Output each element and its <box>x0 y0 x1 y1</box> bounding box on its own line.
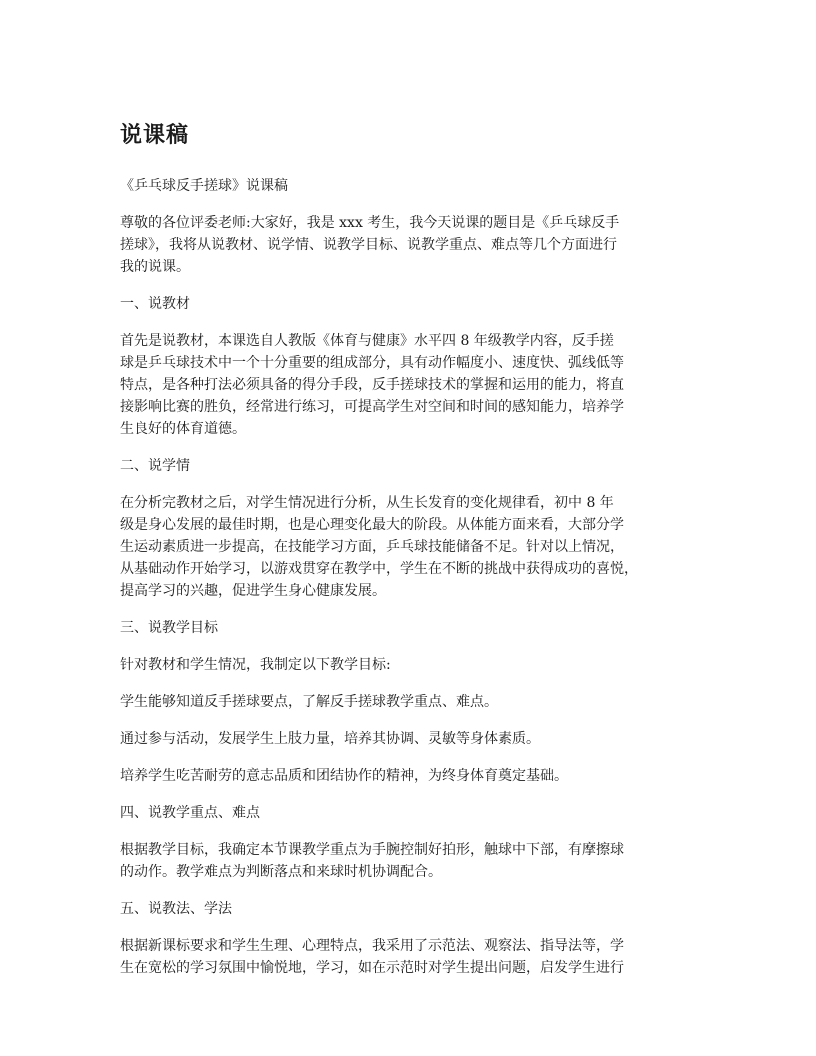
text-line: 三、说教学目标 <box>120 620 218 636</box>
text-line: 在分析完教材之后，对学生情况进行分析，从生长发育的变化规律看，初中 8 年 <box>120 495 614 511</box>
text-line: 尊敬的各位评委老师:大家好，我是 xxx 考生，我今天说课的题目是《乒乓球反手 <box>120 215 620 231</box>
text-line: 从基础动作开始学习，以游戏贯穿在教学中，学生在不断的挑战中获得成功的喜悦， <box>120 561 638 577</box>
paragraph <box>120 212 710 278</box>
text-line: 的动作。教学难点为判断落点和来球时机协调配合。 <box>120 864 442 880</box>
paragraph <box>120 728 710 750</box>
paragraph <box>120 492 710 602</box>
text-line: 四、说教学重点、难点 <box>120 805 260 821</box>
text-line: 学生能够知道反手搓球要点，了解反手搓球教学重点、难点。 <box>120 694 498 710</box>
text-line: 针对教材和学生情况，我制定以下教学目标: <box>120 657 391 673</box>
text-line: 特点，是各种打法必须具备的得分手段，反手搓球技术的掌握和运用的能力，将直 <box>120 377 624 393</box>
text-line: 生在宽松的学习氛围中愉悦地，学习，如在示范时对学生提出问题，启发学生进行 <box>120 960 624 976</box>
text-line: 提高学习的兴趣，促进学生身心健康发展。 <box>120 583 386 599</box>
text-line: 培养学生吃苦耐劳的意志品质和团结协作的精神，为终身体育奠定基础。 <box>120 768 568 784</box>
paragraph <box>120 802 710 824</box>
paragraph <box>120 765 710 787</box>
paragraph <box>120 175 710 197</box>
paragraph <box>120 935 710 979</box>
text-line: 接影响比赛的胜负，经常进行练习，可提高学生对空间和时间的感知能力，培养学 <box>120 399 624 415</box>
text-line: 通过参与活动，发展学生上肢力量，培养其协调、灵敏等身体素质。 <box>120 731 540 747</box>
paragraph <box>120 839 710 883</box>
document-title: 说课稿 <box>120 123 190 148</box>
text-line: 一、说教材 <box>120 296 190 312</box>
text-line: 根据教学目标，我确定本节课教学重点为手腕控制好拍形，触球中下部，有摩擦球 <box>120 842 624 858</box>
paragraph <box>120 293 710 315</box>
text-line: 根据新课标要求和学生生理、心理特点，我采用了示范法、观察法、指导法等，学 <box>120 938 624 954</box>
text-line: 生良好的体育道德。 <box>120 421 246 437</box>
text-line: 搓球》，我将从说教材、说学情、说教学目标、说教学重点、难点等几个方面进行 <box>120 237 617 253</box>
paragraph <box>120 654 710 676</box>
text-line: 球是乒乓球技术中一个十分重要的组成部分，具有动作幅度小、速度快、弧线低等 <box>120 355 624 371</box>
text-line: 《乒乓球反手搓球》说课稿 <box>120 178 288 194</box>
paragraph <box>120 617 710 639</box>
text-line: 二、说学情 <box>120 458 190 474</box>
text-line: 级是身心发展的最佳时期，也是心理变化最大的阶段。从体能方面来看，大部分学 <box>120 517 624 533</box>
paragraph <box>120 898 710 920</box>
text-line: 五、说教法、学法 <box>120 901 232 917</box>
paragraph <box>120 455 710 477</box>
text-line: 生运动素质进一步提高，在技能学习方面，乒乓球技能储备不足。针对以上情况， <box>120 539 624 555</box>
document-body <box>120 175 710 994</box>
text-line: 首先是说教材，本课选自人教版《体育与健康》水平四 8 年级教学内容，反手搓 <box>120 333 614 349</box>
paragraph <box>120 691 710 713</box>
paragraph <box>120 330 710 440</box>
text-line: 我的说课。 <box>120 259 190 275</box>
